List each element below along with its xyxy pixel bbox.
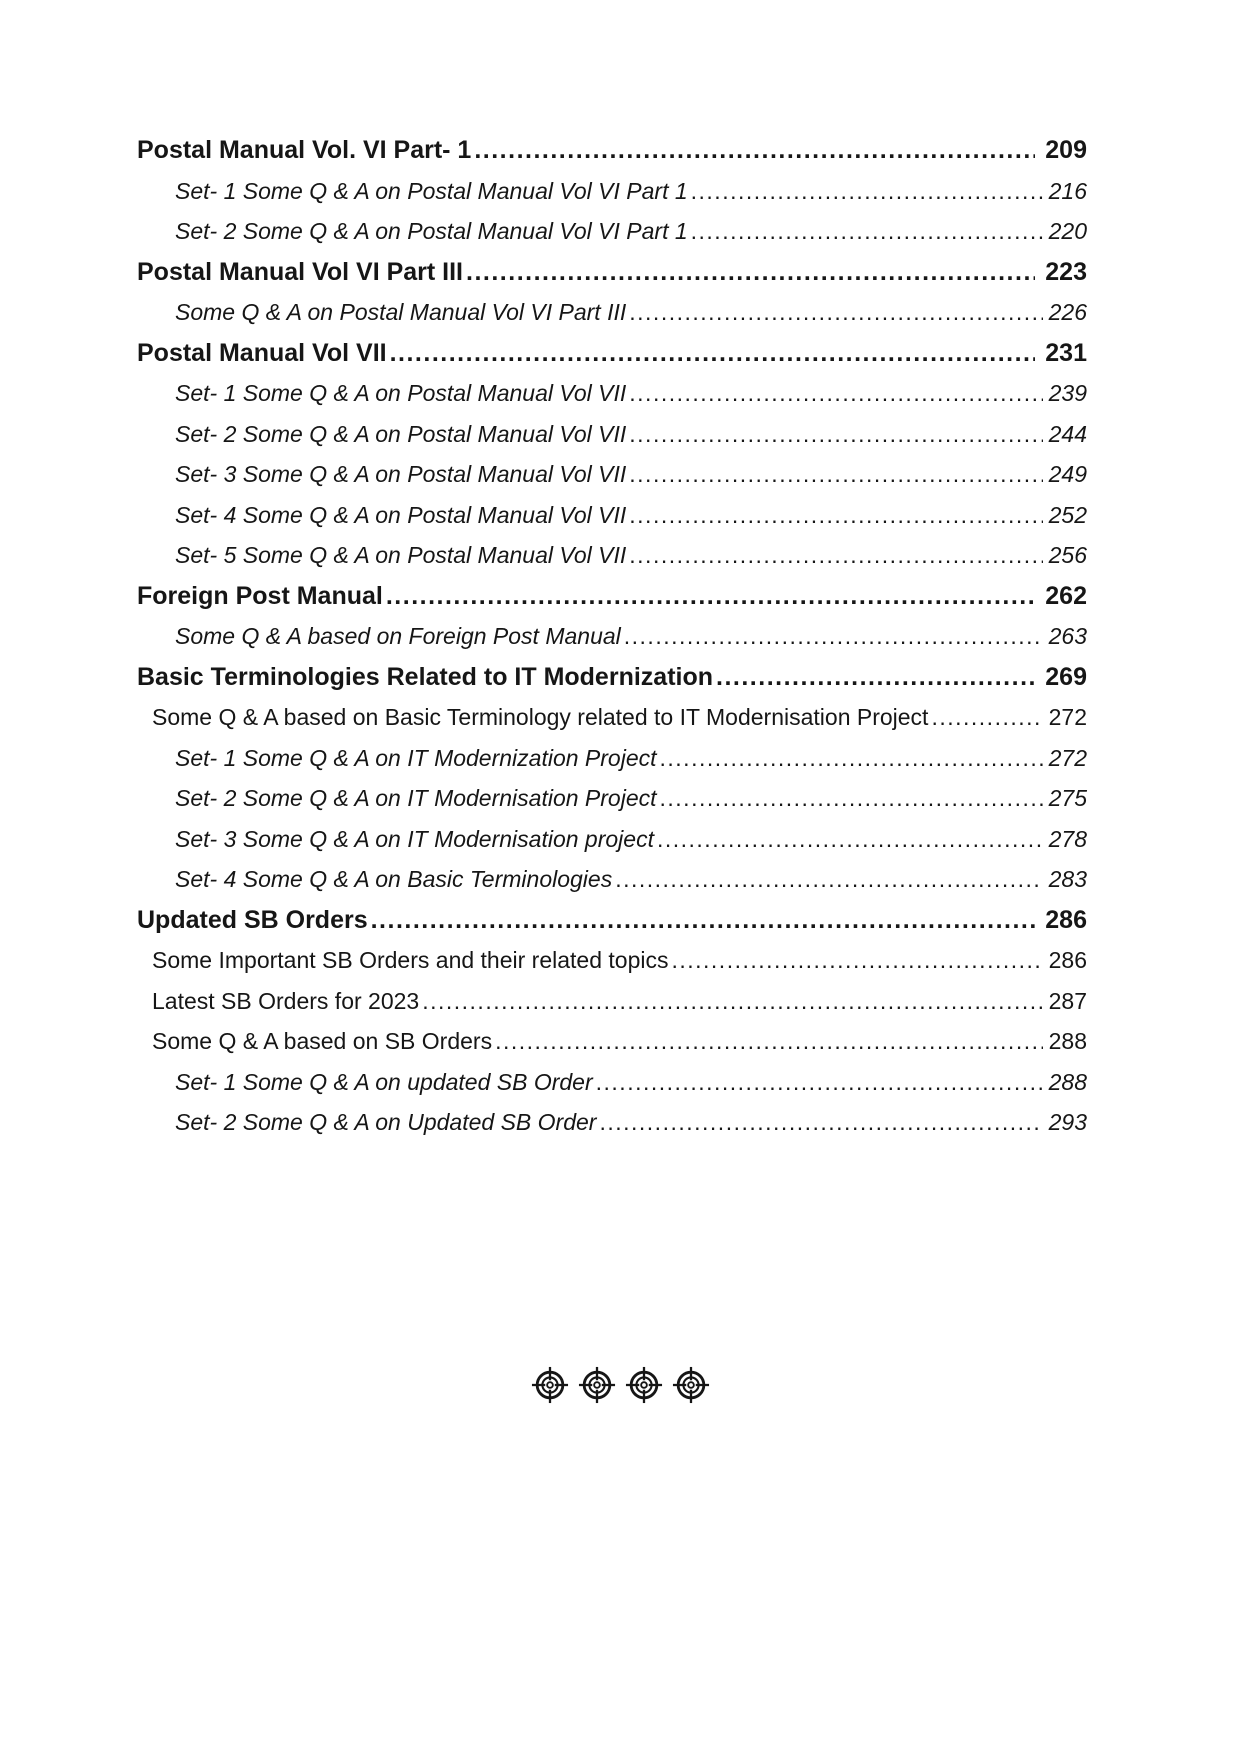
toc-entry-label: Set- 2 Some Q & A on Postal Manual Vol VII bbox=[175, 420, 627, 447]
dot-leader bbox=[629, 535, 1042, 576]
toc-entry-page: 286 bbox=[1048, 947, 1087, 973]
dot-leader bbox=[660, 778, 1043, 819]
toc-entry-label: Some Q & A based on SB Orders bbox=[152, 1028, 493, 1054]
toc-entry-label: Postal Manual Vol VII bbox=[137, 338, 387, 367]
toc-entry bbox=[137, 373, 1087, 414]
toc-entry bbox=[137, 414, 1087, 455]
toc-entry-page: 263 bbox=[1048, 623, 1087, 649]
toc-entry bbox=[137, 616, 1087, 657]
toc-entry-label: Postal Manual Vol VI Part III bbox=[137, 257, 464, 286]
dot-leader bbox=[596, 1062, 1043, 1103]
dot-leader bbox=[386, 576, 1035, 617]
toc-entry bbox=[137, 940, 1087, 981]
dot-leader bbox=[390, 333, 1036, 374]
toc-entry bbox=[137, 697, 1087, 738]
toc-entry-label: Set- 1 Some Q & A on updated SB Order bbox=[175, 1068, 593, 1095]
toc-entry-label: Foreign Post Manual bbox=[137, 581, 383, 610]
toc-entry-page: 275 bbox=[1048, 785, 1087, 811]
toc-entry-page: 287 bbox=[1048, 987, 1087, 1014]
target-icon bbox=[625, 1366, 663, 1404]
dot-leader bbox=[629, 373, 1042, 414]
toc-entry bbox=[137, 535, 1087, 576]
toc-entry-page: 286 bbox=[1045, 905, 1087, 934]
toc-entry-page: 272 bbox=[1048, 744, 1087, 771]
target-icon bbox=[578, 1366, 616, 1404]
dot-leader bbox=[615, 859, 1042, 900]
toc-entry-page: 288 bbox=[1048, 1068, 1087, 1095]
dot-leader bbox=[624, 616, 1043, 657]
toc-entry-label: Set- 3 Some Q & A on Postal Manual Vol VII bbox=[175, 461, 627, 487]
toc-entry-page: 252 bbox=[1048, 501, 1087, 528]
dot-leader bbox=[716, 657, 1035, 698]
dot-leader bbox=[495, 1021, 1043, 1062]
toc-entry bbox=[137, 130, 1087, 171]
dot-leader bbox=[671, 940, 1042, 981]
toc-entry-page: 226 bbox=[1048, 299, 1087, 325]
dot-leader bbox=[691, 211, 1043, 252]
dot-leader bbox=[422, 981, 1042, 1022]
toc-entry-page: 239 bbox=[1048, 380, 1087, 406]
toc-entry bbox=[137, 859, 1087, 900]
toc-entry bbox=[137, 738, 1087, 779]
toc-entry-page: 231 bbox=[1045, 338, 1087, 367]
toc-entry-label: Some Q & A on Postal Manual Vol VI Part III bbox=[175, 299, 627, 325]
toc-entry-label: Some Q & A based on Basic Terminology related to IT Modernisation Project bbox=[152, 704, 929, 730]
toc-entry bbox=[137, 1102, 1087, 1143]
toc-entry-label: Latest SB Orders for 2023 bbox=[152, 987, 420, 1014]
dot-leader bbox=[660, 738, 1043, 779]
toc-entry-label: Set- 5 Some Q & A on Postal Manual Vol VII bbox=[175, 542, 627, 568]
toc-entry-page: 269 bbox=[1045, 662, 1087, 691]
toc-entry bbox=[137, 333, 1087, 374]
toc-entry-label: Set- 2 Some Q & A on IT Modernisation Project bbox=[175, 785, 657, 811]
toc-entry bbox=[137, 1021, 1087, 1062]
dot-leader bbox=[657, 819, 1043, 860]
toc-entry-label: Set- 2 Some Q & A on Postal Manual Vol VI Part 1 bbox=[175, 218, 688, 244]
toc-entry-label: Basic Terminologies Related to IT Modernization bbox=[137, 662, 714, 691]
toc-entry bbox=[137, 1062, 1087, 1103]
toc-entry bbox=[137, 900, 1087, 941]
dot-leader bbox=[474, 130, 1035, 171]
toc-entry bbox=[137, 211, 1087, 252]
dot-leader bbox=[466, 252, 1035, 293]
toc-entry bbox=[137, 292, 1087, 333]
dot-leader bbox=[629, 495, 1042, 536]
dot-leader bbox=[629, 414, 1042, 455]
toc-entry-page: 223 bbox=[1045, 257, 1087, 286]
toc-entry bbox=[137, 778, 1087, 819]
toc-entry-page: 209 bbox=[1045, 136, 1087, 164]
toc-entry bbox=[137, 171, 1087, 212]
toc-entry-page: 249 bbox=[1048, 461, 1087, 487]
toc-entry bbox=[137, 657, 1087, 698]
toc-entry-label: Set- 2 Some Q & A on Updated SB Order bbox=[175, 1109, 597, 1135]
toc-entry-label: Set- 1 Some Q & A on IT Modernization Project bbox=[175, 744, 657, 771]
dot-leader bbox=[371, 900, 1036, 941]
footer-ornaments bbox=[0, 1366, 1240, 1404]
toc-entry bbox=[137, 454, 1087, 495]
dot-leader bbox=[599, 1102, 1042, 1143]
toc-entry-label: Set- 1 Some Q & A on Postal Manual Vol VI Part 1 bbox=[175, 177, 688, 204]
toc-entry-page: 283 bbox=[1048, 866, 1087, 892]
dot-leader bbox=[629, 292, 1042, 333]
toc-entry-label: Set- 3 Some Q & A on IT Modernisation project bbox=[175, 825, 654, 852]
toc-entry-page: 220 bbox=[1048, 218, 1087, 244]
table-of-contents bbox=[137, 130, 1087, 1143]
dot-leader bbox=[629, 454, 1042, 495]
toc-entry-page: 288 bbox=[1048, 1028, 1087, 1054]
toc-entry-page: 244 bbox=[1048, 420, 1087, 447]
toc-entry-label: Set- 1 Some Q & A on Postal Manual Vol VII bbox=[175, 380, 627, 406]
toc-entry-page: 256 bbox=[1048, 542, 1087, 568]
toc-entry bbox=[137, 981, 1087, 1022]
dot-leader bbox=[691, 171, 1043, 212]
target-icon bbox=[531, 1366, 569, 1404]
toc-entry-label: Updated SB Orders bbox=[137, 905, 368, 934]
toc-entry-label: Some Q & A based on Foreign Post Manual bbox=[175, 623, 621, 649]
toc-entry bbox=[137, 819, 1087, 860]
toc-entry-label: Some Important SB Orders and their related topics bbox=[152, 947, 669, 973]
toc-entry bbox=[137, 252, 1087, 293]
toc-entry-label: Postal Manual Vol. VI Part- 1 bbox=[137, 136, 472, 164]
toc-entry-page: 216 bbox=[1048, 177, 1087, 204]
toc-entry-page: 272 bbox=[1048, 704, 1087, 730]
target-icon bbox=[672, 1366, 710, 1404]
toc-entry-page: 278 bbox=[1048, 825, 1087, 852]
toc-entry bbox=[137, 576, 1087, 617]
toc-entry-page: 262 bbox=[1045, 581, 1087, 610]
toc-entry bbox=[137, 495, 1087, 536]
toc-entry-page: 293 bbox=[1048, 1109, 1087, 1135]
toc-entry-label: Set- 4 Some Q & A on Postal Manual Vol VII bbox=[175, 501, 627, 528]
toc-entry-label: Set- 4 Some Q & A on Basic Terminologies bbox=[175, 866, 613, 892]
dot-leader bbox=[931, 697, 1042, 738]
